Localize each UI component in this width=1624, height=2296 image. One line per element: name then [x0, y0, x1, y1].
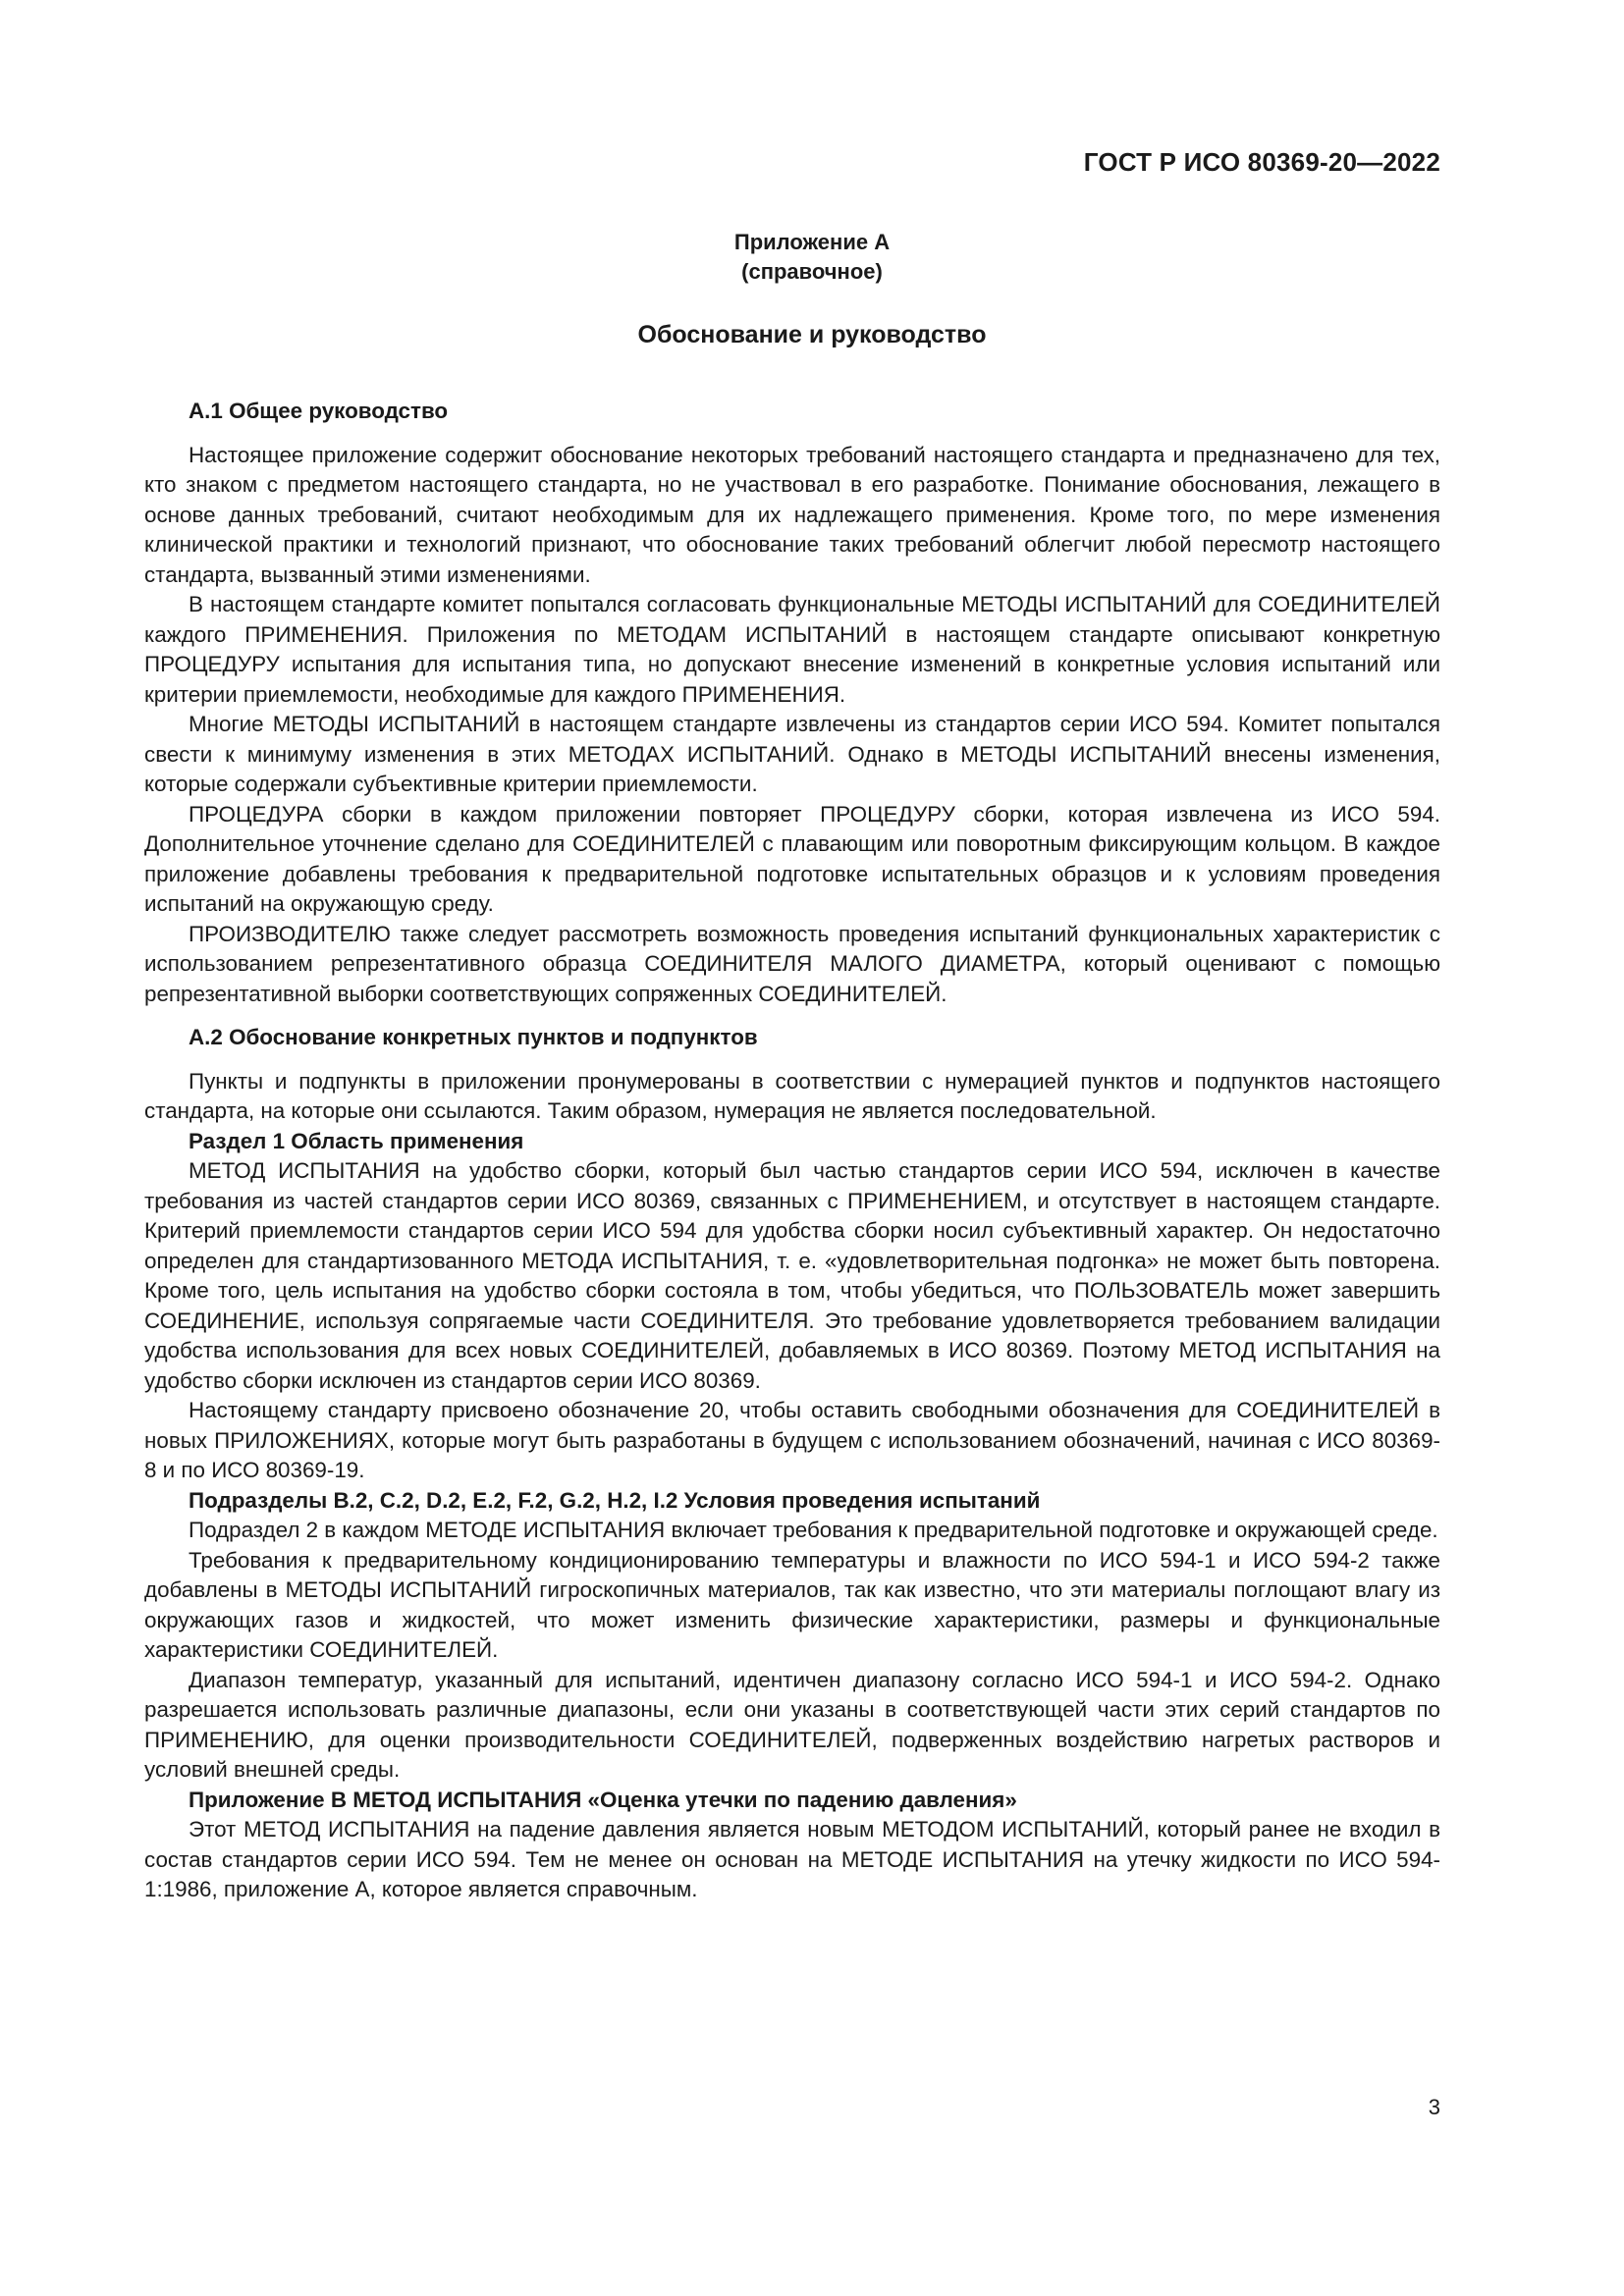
paragraph: МЕТОД ИСПЫТАНИЯ на удобство сборки, который был частью стандартов серии ИСО 594, исключен в качестве требования из частей стандартов серии ИСО 80369, связанных с ПРИМЕНЕНИЕМ, и отсутствует в настоящем стандарте. Критерий приемлемости стандартов серии ИСО 594 для удобства сборки носил субъективный характер. Он недостаточно определен для стандартизованного МЕТОДА ИСПЫТАНИЯ, т. е. «удовлетворительная подгонка» не может быть повторена. Кроме того, цель испытания на удобство сборки состояла в том, чтобы убедиться, что ПОЛЬЗОВАТЕЛЬ может завершить СОЕДИНЕНИЕ, используя сопрягаемые части СОЕДИНИТЕЛЯ. Это требование удовлетворяется требованием валидации удобства использования для всех новых СОЕДИНИТЕЛЕЙ, добавляемых в ИСО 80369. Поэтому МЕТОД ИСПЫТАНИЯ на удобство сборки исключен из стандартов серии ИСО 80369.	[144, 1158, 1440, 1393]
annex-heading: Обоснование и руководство	[637, 321, 987, 348]
subsection-heading-scope: Раздел 1 Область применения	[189, 1128, 524, 1153]
paragraph: Настоящее приложение содержит обоснование некоторых требований настоящего стандарта и предназначено для тех, кто знаком с предметом настоящего стандарта, но не участвовал в его разработке. Понимание обоснования, лежащего в основе данных требований, считают необходимым для их надлежащего применения. Кроме того, по мере изменения клинической практики и технологий признают, что обоснование таких требований облегчит любой пересмотр настоящего стандарта, вызванный этими изменениями.	[144, 442, 1440, 587]
section-heading-a2: А.2 Обоснование конкретных пунктов и подпунктов	[189, 1025, 758, 1049]
paragraph: Многие МЕТОДЫ ИСПЫТАНИЙ в настоящем стандарте извлечены из стандартов серии ИСО 594. Комитет попытался свести к минимуму изменения в этих МЕТОДАХ ИСПЫТАНИЙ. Однако в МЕТОДЫ ИСПЫТАНИЙ внесены изменения, которые содержали субъективные критерии приемлемости.	[144, 712, 1440, 796]
annex-label: Приложение А	[733, 230, 891, 254]
paragraph: Этот МЕТОД ИСПЫТАНИЯ на падение давления является новым МЕТОДОМ ИСПЫТАНИЙ, который ранее не входил в состав стандартов серии ИСО 594. Тем не менее он основан на МЕТОДЕ ИСПЫТАНИЯ на утечку жидкости по ИСО 594-1:1986, приложение А, которое является справочным.	[144, 1817, 1440, 1901]
paragraph: Пункты и подпункты в приложении пронумерованы в соответствии с нумерацией пунктов и подпунктов настоящего стандарта, на которые они ссылаются. Таким образом, нумерация не является последовательной.	[144, 1068, 1440, 1123]
document-body	[144, 397, 1440, 1905]
subsection-heading-test-conditions: Подразделы B.2, C.2, D.2, E.2, F.2, G.2, H.2, I.2 Условия проведения испытаний	[189, 1487, 1041, 1513]
paragraph: ПРОИЗВОДИТЕЛЮ также следует рассмотреть возможность проведения испытаний функциональных характеристик с использованием репрезентативного образца СОЕДИНИТЕЛЯ МАЛОГО ДИАМЕТРА, который оценивают с помощью репрезентативной выборки соответствующих сопряженных СОЕДИНИТЕЛЕЙ.	[144, 921, 1440, 1006]
paragraph: Настоящему стандарту присвоено обозначение 20, чтобы оставить свободными обозначения для СОЕДИНИТЕЛЕЙ в новых ПРИЛОЖЕНИЯХ, которые могут быть разработаны в будущем с использованием обозначений, начиная с ИСО 80369-8 и по ИСО 80369-19.	[144, 1398, 1440, 1482]
paragraph: Требования к предварительному кондиционированию температуры и влажности по ИСО 594-1 и ИСО 594-2 также добавлены в МЕТОДЫ ИСПЫТАНИЙ гигроскопичных материалов, так как известно, что эти материалы поглощают влагу из окружающих газов и жидкостей, что может изменить физические характеристики, размеры и функциональные характеристики СОЕДИНИТЕЛЕЙ.	[144, 1547, 1440, 1662]
document-id: ГОСТ Р ИСО 80369-20—2022	[1083, 147, 1440, 177]
annex-status: (справочное)	[741, 259, 883, 284]
subsection-heading-annex-b: Приложение В МЕТОД ИСПЫТАНИЯ «Оценка утечки по падению давления»	[189, 1787, 1017, 1812]
section-heading-a1: А.1 Общее руководство	[189, 399, 449, 423]
annex-title	[0, 228, 1624, 287]
paragraph: В настоящем стандарте комитет попытался согласовать функциональные МЕТОДЫ ИСПЫТАНИЙ для СОЕДИНИТЕЛЕЙ каждого ПРИМЕНЕНИЯ. Приложения по МЕТОДАМ ИСПЫТАНИЙ в настоящем стандарте описывают конкретную ПРОЦЕДУРУ испытания для испытания типа, но допускают внесение изменений в конкретные условия испытаний или критерии приемлемости, необходимые для каждого ПРИМЕНЕНИЯ.	[144, 592, 1440, 707]
paragraph: Диапазон температур, указанный для испытаний, идентичен диапазону согласно ИСО 594-1 и ИСО 594-2. Однако разрешается использовать различные диапазоны, если они указаны в соответствующей части этих серий стандартов по ПРИМЕНЕНИЮ, для оценки производительности СОЕДИНИТЕЛЕЙ, подверженных воздействию нагретых растворов и условий внешней среды.	[144, 1667, 1440, 1782]
page-number: 3	[1428, 2095, 1440, 2119]
paragraph: Подраздел 2 в каждом МЕТОДЕ ИСПЫТАНИЯ включает требования к предварительной подготовке и окружающей среде.	[189, 1518, 1438, 1542]
paragraph: ПРОЦЕДУРА сборки в каждом приложении повторяет ПРОЦЕДУРУ сборки, которая извлечена из ИСО 594. Дополнительное уточнение сделано для СОЕДИНИТЕЛЕЙ с плавающим или поворотным фиксирующим кольцом. В каждое приложение добавлены требования к предварительной подготовке испытательных образцов и к условиям проведения испытаний на окружающую среду.	[144, 801, 1440, 916]
